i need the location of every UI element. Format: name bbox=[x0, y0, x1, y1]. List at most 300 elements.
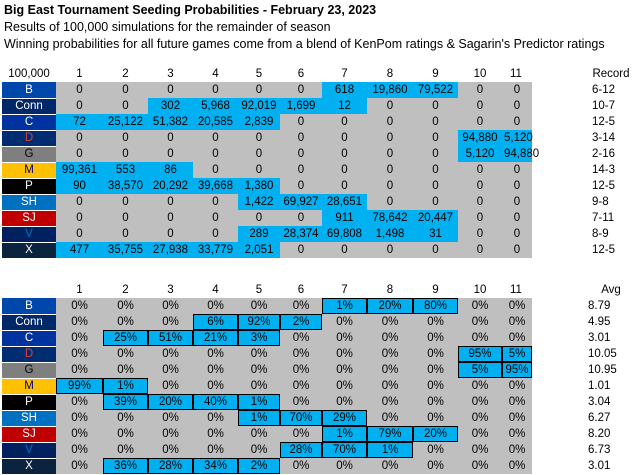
seed-cell: 0% bbox=[502, 458, 532, 474]
seed-cell: 0 bbox=[413, 98, 458, 114]
seed-cell: 0 bbox=[148, 226, 193, 242]
seed-cell: 0 bbox=[280, 210, 322, 226]
seed-cell: 0% bbox=[193, 426, 238, 442]
seed-cell: 92% bbox=[238, 314, 280, 330]
seed-header: 2 bbox=[103, 66, 148, 82]
seed-cell: 1,699 bbox=[280, 98, 322, 114]
corner-cell bbox=[2, 282, 56, 298]
seed-header: 8 bbox=[367, 282, 413, 298]
seed-cell: 0 bbox=[458, 82, 502, 98]
seed-cell: 1,422 bbox=[238, 194, 280, 210]
seed-cell: 0% bbox=[502, 394, 532, 410]
team-label: X bbox=[2, 458, 56, 474]
seed-cell: 39,668 bbox=[193, 178, 238, 194]
spacer-cell bbox=[532, 226, 586, 242]
seed-header: 9 bbox=[413, 66, 458, 82]
extra-value-1: 10.95 bbox=[588, 364, 617, 376]
team-label: G bbox=[2, 362, 56, 378]
seed-cell: 31 bbox=[413, 226, 458, 242]
seed-cell: 0 bbox=[193, 226, 238, 242]
seed-cell: 0 bbox=[193, 194, 238, 210]
seed-cell: 0% bbox=[103, 410, 148, 426]
seed-cell: 6% bbox=[193, 314, 238, 330]
table-row bbox=[2, 458, 636, 474]
header-row bbox=[2, 66, 636, 82]
seed-cell: 0% bbox=[280, 458, 322, 474]
seed-cell: 0 bbox=[56, 146, 103, 162]
seeding-counts-table bbox=[2, 66, 636, 259]
spacer-cell bbox=[532, 82, 586, 98]
seed-cell: 0 bbox=[280, 162, 322, 178]
seed-cell: 1% bbox=[238, 394, 280, 410]
spacer-cell bbox=[532, 442, 586, 458]
seed-header: 6 bbox=[280, 282, 322, 298]
seed-cell: 0% bbox=[280, 362, 322, 378]
seed-cell: 0% bbox=[148, 378, 193, 394]
seed-header: 4 bbox=[193, 282, 238, 298]
seed-cell: 5,120 bbox=[458, 146, 502, 162]
extra-value-1: 9-8 bbox=[592, 196, 609, 208]
extra-value-1: 6.27 bbox=[588, 412, 611, 424]
extra-value-1: 6-12 bbox=[592, 84, 616, 96]
seed-cell: 0% bbox=[367, 458, 413, 474]
seed-cell: 0 bbox=[193, 82, 238, 98]
seed-cell: 289 bbox=[238, 226, 280, 242]
seed-cell: 0 bbox=[502, 242, 532, 258]
table-row bbox=[2, 226, 636, 242]
table-row bbox=[2, 162, 636, 178]
team-label: Conn bbox=[2, 98, 56, 114]
seed-cell: 0 bbox=[367, 114, 413, 130]
seed-cell: 0% bbox=[413, 458, 458, 474]
spacer-cell bbox=[532, 346, 586, 362]
table-row bbox=[2, 82, 636, 98]
seed-cell: 2% bbox=[238, 458, 280, 474]
table-row bbox=[2, 298, 636, 314]
seed-header: 5 bbox=[238, 282, 280, 298]
seed-cell: 25,122 bbox=[103, 114, 148, 130]
seed-cell: 38,570 bbox=[103, 178, 148, 194]
seed-cell: 20% bbox=[148, 394, 193, 410]
seed-cell: 0% bbox=[148, 314, 193, 330]
seed-cell: 0 bbox=[56, 210, 103, 226]
seed-cell: 0 bbox=[56, 98, 103, 114]
table-row bbox=[2, 362, 636, 378]
seed-cell: 40% bbox=[193, 394, 238, 410]
table-row bbox=[2, 314, 636, 330]
seed-cell: 0% bbox=[458, 314, 502, 330]
spacer-cell bbox=[532, 458, 586, 474]
seed-cell: 0 bbox=[367, 146, 413, 162]
team-label: V bbox=[2, 226, 56, 242]
seed-cell: 0 bbox=[502, 210, 532, 226]
seed-header: 1 bbox=[56, 66, 103, 82]
spacer-cell bbox=[532, 242, 586, 258]
seed-cell: 0% bbox=[322, 458, 367, 474]
seed-cell: 0% bbox=[413, 378, 458, 394]
team-label: X bbox=[2, 242, 56, 258]
table-row bbox=[2, 378, 636, 394]
spacer-cell bbox=[532, 210, 586, 226]
seed-cell: 0% bbox=[367, 410, 413, 426]
seed-cell: 0% bbox=[367, 394, 413, 410]
seed-cell: 0 bbox=[413, 162, 458, 178]
seed-header: 5 bbox=[238, 66, 280, 82]
team-label: SH bbox=[2, 194, 56, 210]
extra-value-1: 10.05 bbox=[588, 348, 617, 360]
seed-header: 4 bbox=[193, 66, 238, 82]
seed-header: 2 bbox=[103, 282, 148, 298]
seed-cell: 0% bbox=[367, 378, 413, 394]
seed-cell: 0 bbox=[502, 178, 532, 194]
team-label: C bbox=[2, 330, 56, 346]
seed-cell: 1,498 bbox=[367, 226, 413, 242]
seed-cell: 0 bbox=[280, 146, 322, 162]
spacer-cell bbox=[532, 394, 586, 410]
seed-cell: 0% bbox=[56, 346, 103, 362]
seed-cell: 5% bbox=[502, 346, 532, 362]
seed-cell: 0% bbox=[103, 442, 148, 458]
extra-value-1: 12-5 bbox=[592, 244, 616, 256]
seed-cell: 0% bbox=[148, 426, 193, 442]
extra-header-1: Avg bbox=[586, 282, 636, 298]
table-row bbox=[2, 194, 636, 210]
extra-value-1: 12-5 bbox=[592, 180, 616, 192]
seed-cell: 0 bbox=[280, 114, 322, 130]
seed-cell: 1% bbox=[238, 410, 280, 426]
seed-header: 7 bbox=[322, 66, 367, 82]
extra-value-1: 3.01 bbox=[588, 460, 611, 472]
seed-cell: 0% bbox=[103, 314, 148, 330]
extra-value-1: 2-16 bbox=[592, 148, 616, 160]
seed-cell: 0 bbox=[322, 162, 367, 178]
seed-cell: 90 bbox=[56, 178, 103, 194]
seed-cell: 0% bbox=[502, 410, 532, 426]
seed-cell: 0 bbox=[280, 82, 322, 98]
seed-cell: 0% bbox=[280, 330, 322, 346]
seed-cell: 0% bbox=[280, 346, 322, 362]
seed-cell: 0 bbox=[322, 178, 367, 194]
seed-cell: 0 bbox=[103, 146, 148, 162]
seed-cell: 0% bbox=[56, 330, 103, 346]
team-label: B bbox=[2, 298, 56, 314]
seed-cell: 0% bbox=[280, 378, 322, 394]
seed-cell: 0 bbox=[458, 98, 502, 114]
seed-cell: 5,120 bbox=[504, 132, 533, 144]
seed-cell: 0% bbox=[458, 298, 502, 314]
spacer-cell bbox=[532, 362, 586, 378]
seed-cell: 0% bbox=[56, 442, 103, 458]
seed-header: 1 bbox=[56, 282, 103, 298]
seed-cell: 20% bbox=[367, 298, 413, 314]
seed-cell: 0% bbox=[193, 298, 238, 314]
seed-cell: 0% bbox=[413, 442, 458, 458]
seed-cell: 0% bbox=[238, 442, 280, 458]
seed-cell: 0% bbox=[502, 426, 532, 442]
seed-cell: 0 bbox=[502, 114, 532, 130]
table-row bbox=[2, 330, 636, 346]
seed-cell: 0% bbox=[367, 362, 413, 378]
seed-cell: 0 bbox=[193, 146, 238, 162]
seed-cell: 39% bbox=[103, 394, 148, 410]
spacer-cell bbox=[532, 426, 586, 442]
seed-cell: 35,755 bbox=[103, 242, 148, 258]
seed-cell: 0% bbox=[322, 394, 367, 410]
spacer-cell bbox=[532, 178, 586, 194]
seed-cell: 78,642 bbox=[367, 210, 413, 226]
seed-cell: 0 bbox=[280, 178, 322, 194]
table-row bbox=[2, 242, 636, 258]
seed-cell: 0 bbox=[103, 194, 148, 210]
spacer-cell bbox=[532, 314, 586, 330]
team-label: C bbox=[2, 114, 56, 130]
table-row bbox=[2, 426, 636, 442]
seed-header: 3 bbox=[148, 66, 193, 82]
seed-cell: 0% bbox=[56, 426, 103, 442]
table-row bbox=[2, 442, 636, 458]
seed-cell: 0 bbox=[502, 194, 532, 210]
seed-cell: 95% bbox=[458, 346, 502, 362]
seed-cell: 0% bbox=[148, 442, 193, 458]
seed-cell: 0% bbox=[322, 330, 367, 346]
seed-cell: 20,447 bbox=[413, 210, 458, 226]
seed-cell: 0 bbox=[367, 98, 413, 114]
spacer-cell bbox=[532, 378, 586, 394]
spacer-cell bbox=[532, 194, 586, 210]
seed-cell: 51% bbox=[148, 330, 193, 346]
team-label: D bbox=[2, 346, 56, 362]
team-label: M bbox=[2, 162, 56, 178]
table-row bbox=[2, 114, 636, 130]
seed-cell: 0% bbox=[193, 378, 238, 394]
seed-cell: 0% bbox=[413, 346, 458, 362]
seed-cell: 33,779 bbox=[193, 242, 238, 258]
seed-cell: 28% bbox=[148, 458, 193, 474]
seed-cell: 1,380 bbox=[238, 178, 280, 194]
spacer-cell bbox=[532, 66, 586, 82]
seed-cell: 0 bbox=[458, 194, 502, 210]
seed-cell: 0% bbox=[413, 330, 458, 346]
table-row bbox=[2, 410, 636, 426]
seed-cell: 0 bbox=[322, 130, 367, 146]
team-label: SJ bbox=[2, 426, 56, 442]
seed-cell: 911 bbox=[322, 210, 367, 226]
seed-cell: 0 bbox=[103, 130, 148, 146]
seed-cell: 0% bbox=[280, 394, 322, 410]
seed-cell: 0 bbox=[458, 210, 502, 226]
team-label: SH bbox=[2, 410, 56, 426]
seed-cell: 0% bbox=[458, 378, 502, 394]
seed-cell: 70% bbox=[280, 410, 322, 426]
seed-cell: 302 bbox=[148, 98, 193, 114]
seed-cell: 0% bbox=[238, 362, 280, 378]
extra-value-1: 12-5 bbox=[592, 116, 616, 128]
seed-cell: 0 bbox=[148, 194, 193, 210]
seed-header: 8 bbox=[367, 66, 413, 82]
seed-cell: 0 bbox=[502, 162, 532, 178]
seed-cell: 0% bbox=[413, 394, 458, 410]
seed-cell: 0% bbox=[502, 442, 532, 458]
team-label: Conn bbox=[2, 314, 56, 330]
seed-cell: 0% bbox=[193, 410, 238, 426]
seed-cell: 0% bbox=[56, 410, 103, 426]
seed-cell: 0% bbox=[56, 362, 103, 378]
seed-cell: 19,860 bbox=[367, 82, 413, 98]
spacer-cell bbox=[532, 410, 586, 426]
seed-cell: 0% bbox=[238, 378, 280, 394]
seed-cell: 0 bbox=[413, 114, 458, 130]
seed-cell: 0 bbox=[56, 130, 103, 146]
seed-cell: 5% bbox=[458, 362, 502, 378]
table-row bbox=[2, 130, 636, 146]
seed-cell: 0% bbox=[367, 346, 413, 362]
seed-cell: 80% bbox=[413, 298, 458, 314]
spacer-cell bbox=[532, 282, 586, 298]
seed-cell: 0% bbox=[322, 362, 367, 378]
seed-cell: 0% bbox=[103, 362, 148, 378]
table-row bbox=[2, 146, 636, 162]
seed-cell: 28% bbox=[280, 442, 322, 458]
seed-cell: 1% bbox=[322, 298, 367, 314]
table-row bbox=[2, 210, 636, 226]
team-label: SJ bbox=[2, 210, 56, 226]
seed-cell: 0 bbox=[458, 242, 502, 258]
spacer-cell bbox=[532, 162, 586, 178]
seed-cell: 0% bbox=[458, 330, 502, 346]
spacer-cell bbox=[532, 130, 586, 146]
seed-cell: 72 bbox=[56, 114, 103, 130]
seed-cell: 0% bbox=[56, 394, 103, 410]
seed-cell: 0 bbox=[103, 226, 148, 242]
seed-cell: 95% bbox=[502, 362, 532, 378]
seed-cell: 0% bbox=[502, 298, 532, 314]
seed-cell: 477 bbox=[56, 242, 103, 258]
team-label: B bbox=[2, 82, 56, 98]
extra-value-1: 7-11 bbox=[592, 212, 615, 224]
extra-header-1: Record bbox=[586, 66, 636, 82]
seed-cell: 0% bbox=[103, 298, 148, 314]
seed-cell: 0 bbox=[103, 98, 148, 114]
seed-cell: 0 bbox=[413, 146, 458, 162]
seed-cell: 92,019 bbox=[238, 98, 280, 114]
seed-header: 11 bbox=[502, 66, 532, 82]
seed-cell: 0% bbox=[502, 378, 532, 394]
seed-cell: 94,880 bbox=[504, 148, 540, 160]
seed-cell: 0 bbox=[413, 178, 458, 194]
seed-header: 9 bbox=[413, 282, 458, 298]
seed-cell: 27,938 bbox=[148, 242, 193, 258]
team-label: D bbox=[2, 130, 56, 146]
seed-cell: 0 bbox=[148, 146, 193, 162]
seed-cell: 99,361 bbox=[56, 162, 103, 178]
table-row bbox=[2, 98, 636, 114]
seed-cell: 70% bbox=[322, 442, 367, 458]
seed-cell: 618 bbox=[322, 82, 367, 98]
seed-cell: 0 bbox=[367, 242, 413, 258]
seed-cell: 0 bbox=[367, 178, 413, 194]
extra-value-1: 8.20 bbox=[588, 428, 611, 440]
seed-cell: 0 bbox=[238, 130, 280, 146]
seed-cell: 0 bbox=[367, 130, 413, 146]
seed-cell: 0% bbox=[238, 426, 280, 442]
seed-header: 6 bbox=[280, 66, 322, 82]
seed-cell: 21% bbox=[193, 330, 238, 346]
seed-cell: 0 bbox=[458, 114, 502, 130]
subtitle-methodology: Winning probabilities for all future games come from a blend of KenPom ratings & Sagarin's Predictor ratings bbox=[4, 37, 605, 51]
seed-cell: 0 bbox=[148, 210, 193, 226]
seed-cell: 0 bbox=[322, 242, 367, 258]
seed-cell: 0 bbox=[322, 114, 367, 130]
seed-cell: 0 bbox=[458, 178, 502, 194]
seed-cell: 28,651 bbox=[322, 194, 367, 210]
seed-cell: 0 bbox=[413, 194, 458, 210]
seed-cell: 1% bbox=[367, 442, 413, 458]
seed-cell: 3% bbox=[238, 330, 280, 346]
seed-cell: 2,839 bbox=[238, 114, 280, 130]
seed-cell: 0% bbox=[193, 346, 238, 362]
seed-cell: 0% bbox=[56, 458, 103, 474]
seed-cell: 0% bbox=[148, 298, 193, 314]
extra-value-1: 10-7 bbox=[592, 100, 616, 112]
spacer-cell bbox=[532, 114, 586, 130]
seed-cell: 0% bbox=[458, 458, 502, 474]
seed-cell: 69,927 bbox=[280, 194, 322, 210]
seed-cell: 79,522 bbox=[413, 82, 458, 98]
seed-cell: 0% bbox=[280, 298, 322, 314]
seed-cell: 0% bbox=[238, 346, 280, 362]
table-row bbox=[2, 346, 636, 362]
seed-header: 10 bbox=[458, 66, 502, 82]
seed-cell: 0 bbox=[193, 130, 238, 146]
spacer-cell bbox=[532, 146, 586, 162]
seed-cell: 0 bbox=[193, 210, 238, 226]
seed-cell: 0% bbox=[238, 298, 280, 314]
seed-cell: 79% bbox=[367, 426, 413, 442]
seed-cell: 0% bbox=[322, 378, 367, 394]
seed-cell: 94,880 bbox=[458, 130, 502, 146]
seed-cell: 0% bbox=[367, 330, 413, 346]
seed-header: 3 bbox=[148, 282, 193, 298]
seed-cell: 0% bbox=[148, 410, 193, 426]
seed-cell: 0 bbox=[238, 82, 280, 98]
seed-cell: 0 bbox=[280, 130, 322, 146]
extra-value-1: 3-14 bbox=[592, 132, 616, 144]
team-label: M bbox=[2, 378, 56, 394]
seed-cell: 0% bbox=[322, 314, 367, 330]
seed-cell: 0% bbox=[502, 330, 532, 346]
seed-cell: 0% bbox=[458, 394, 502, 410]
seed-cell: 20,292 bbox=[148, 178, 193, 194]
seed-cell: 0% bbox=[193, 442, 238, 458]
seed-cell: 1% bbox=[322, 426, 367, 442]
team-label: V bbox=[2, 442, 56, 458]
subtitle-simulations: Results of 100,000 simulations for the remainder of season bbox=[4, 20, 331, 34]
seed-cell: 0% bbox=[458, 410, 502, 426]
seed-cell: 0 bbox=[502, 98, 532, 114]
seed-cell: 20,585 bbox=[193, 114, 238, 130]
team-label: G bbox=[2, 146, 56, 162]
seed-cell: 0% bbox=[148, 346, 193, 362]
extra-value-1: 3.01 bbox=[588, 332, 611, 344]
seed-cell: 0% bbox=[193, 362, 238, 378]
seed-cell: 0 bbox=[56, 82, 103, 98]
seed-cell: 1% bbox=[103, 378, 148, 394]
extra-value-1: 1.01 bbox=[588, 380, 611, 392]
spacer-cell bbox=[532, 298, 586, 314]
seed-cell: 99% bbox=[56, 378, 103, 394]
extra-value-1: 14-3 bbox=[592, 164, 616, 176]
seed-cell: 51,382 bbox=[148, 114, 193, 130]
